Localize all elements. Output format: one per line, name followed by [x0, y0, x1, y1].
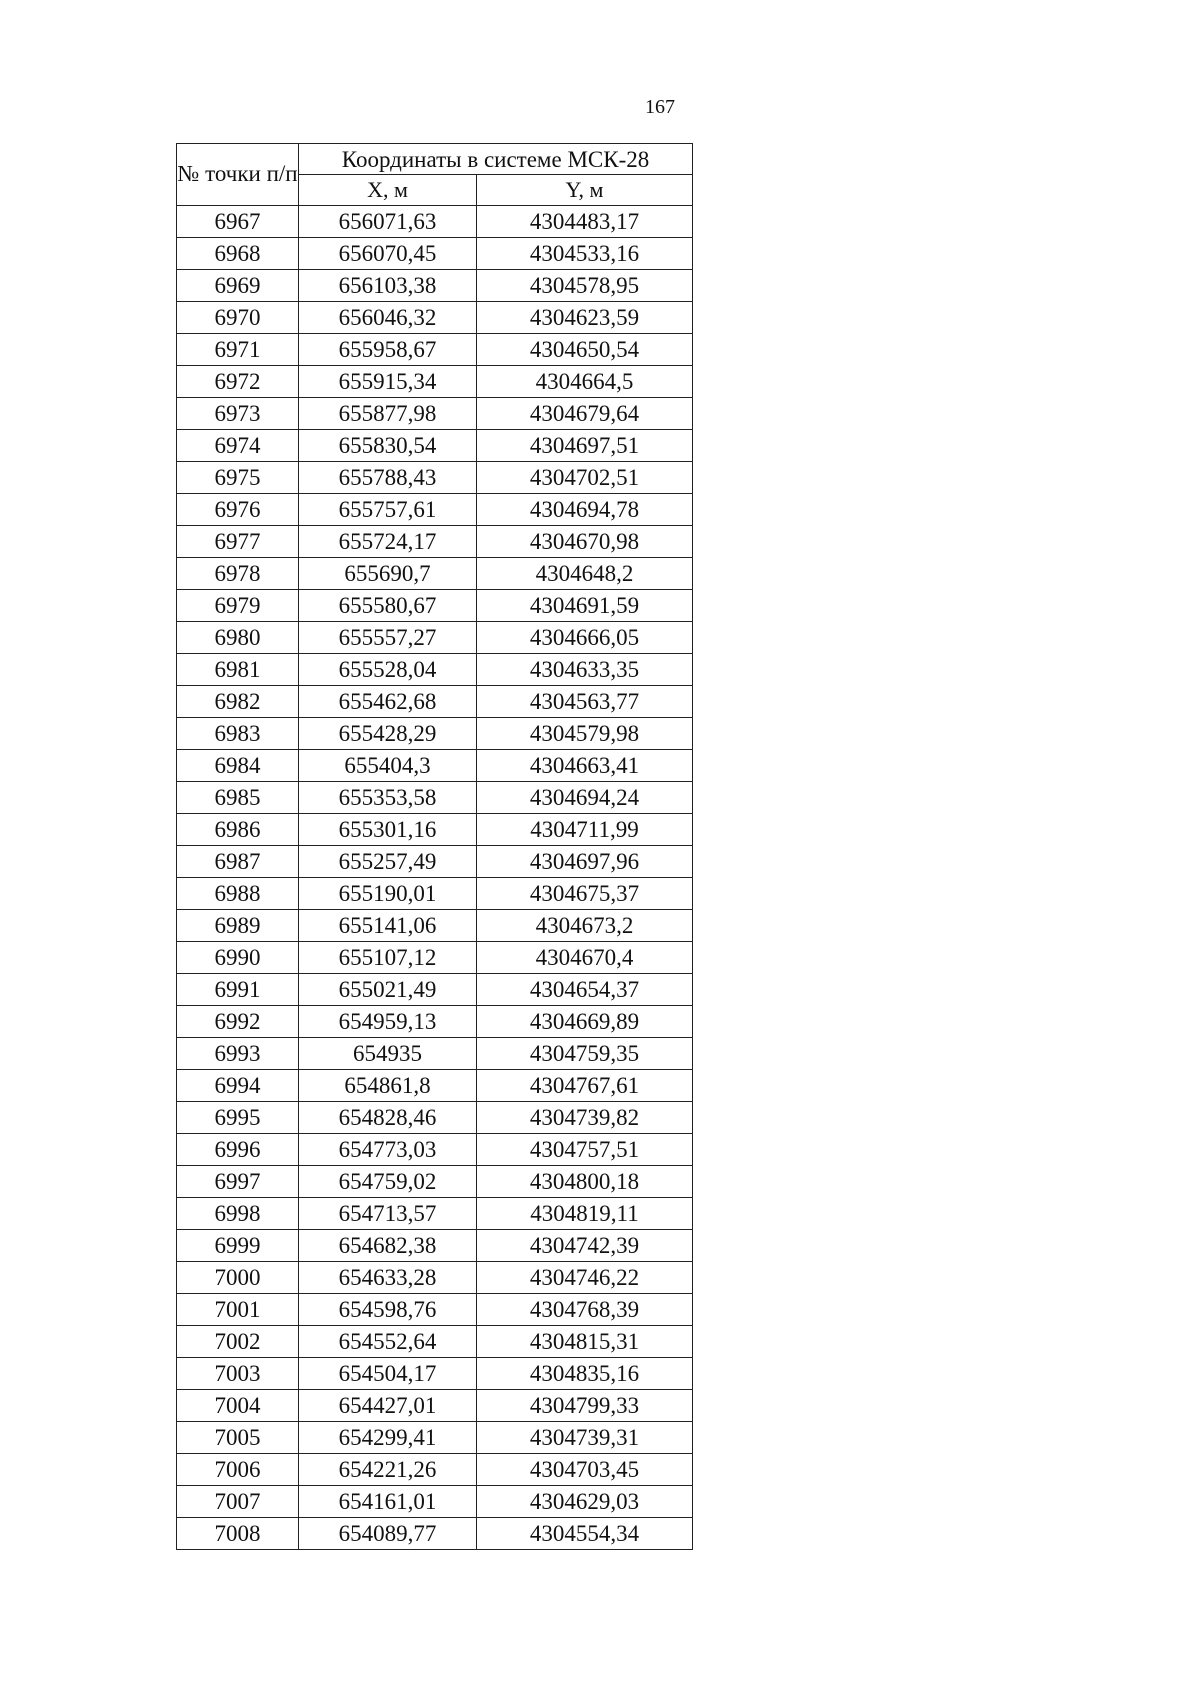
- cell-point-number: 6972: [177, 366, 299, 398]
- cell-point-number: 6987: [177, 846, 299, 878]
- table-row: [177, 750, 693, 782]
- cell-x: 655915,34: [299, 366, 477, 398]
- cell-x: 655958,67: [299, 334, 477, 366]
- header-y: Y, м: [477, 175, 693, 206]
- cell-point-number: 6976: [177, 494, 299, 526]
- cell-y: 4304673,2: [477, 910, 693, 942]
- cell-x: 655141,06: [299, 910, 477, 942]
- cell-y: 4304554,34: [477, 1518, 693, 1550]
- cell-x: 655021,49: [299, 974, 477, 1006]
- cell-point-number: 6968: [177, 238, 299, 270]
- table-row: [177, 1230, 693, 1262]
- cell-y: 4304697,51: [477, 430, 693, 462]
- table-header: [177, 144, 693, 206]
- cell-x: 654427,01: [299, 1390, 477, 1422]
- cell-point-number: 6986: [177, 814, 299, 846]
- table-row: [177, 270, 693, 302]
- cell-x: 655404,3: [299, 750, 477, 782]
- cell-y: 4304702,51: [477, 462, 693, 494]
- table-row: [177, 1038, 693, 1070]
- cell-point-number: 6978: [177, 558, 299, 590]
- cell-y: 4304578,95: [477, 270, 693, 302]
- cell-point-number: 6985: [177, 782, 299, 814]
- table-row: [177, 334, 693, 366]
- table-row: [177, 1166, 693, 1198]
- cell-point-number: 6994: [177, 1070, 299, 1102]
- table-row: [177, 366, 693, 398]
- cell-point-number: 7008: [177, 1518, 299, 1550]
- cell-x: 655190,01: [299, 878, 477, 910]
- header-coordinates-group: Координаты в системе МСК-28: [299, 144, 693, 175]
- page-number: 167: [645, 96, 675, 118]
- table-row: [177, 814, 693, 846]
- table-row: [177, 1422, 693, 1454]
- table-row: [177, 1518, 693, 1550]
- cell-x: 655107,12: [299, 942, 477, 974]
- cell-point-number: 6999: [177, 1230, 299, 1262]
- cell-y: 4304679,64: [477, 398, 693, 430]
- cell-x: 654861,8: [299, 1070, 477, 1102]
- table-row: [177, 1198, 693, 1230]
- cell-y: 4304483,17: [477, 206, 693, 238]
- table-row: [177, 1102, 693, 1134]
- cell-y: 4304629,03: [477, 1486, 693, 1518]
- cell-x: 655757,61: [299, 494, 477, 526]
- cell-x: 655301,16: [299, 814, 477, 846]
- cell-point-number: 6995: [177, 1102, 299, 1134]
- header-x: X, м: [299, 175, 477, 206]
- cell-x: 655462,68: [299, 686, 477, 718]
- cell-y: 4304711,99: [477, 814, 693, 846]
- cell-x: 654828,46: [299, 1102, 477, 1134]
- cell-y: 4304768,39: [477, 1294, 693, 1326]
- cell-y: 4304759,35: [477, 1038, 693, 1070]
- table-row: [177, 558, 693, 590]
- cell-y: 4304703,45: [477, 1454, 693, 1486]
- cell-y: 4304670,4: [477, 942, 693, 974]
- cell-point-number: 6973: [177, 398, 299, 430]
- cell-x: 654504,17: [299, 1358, 477, 1390]
- table-row: [177, 398, 693, 430]
- cell-x: 656103,38: [299, 270, 477, 302]
- cell-point-number: 6981: [177, 654, 299, 686]
- cell-y: 4304799,33: [477, 1390, 693, 1422]
- table-row: [177, 238, 693, 270]
- table-row: [177, 878, 693, 910]
- cell-y: 4304669,89: [477, 1006, 693, 1038]
- cell-x: 654759,02: [299, 1166, 477, 1198]
- cell-point-number: 6977: [177, 526, 299, 558]
- cell-y: 4304757,51: [477, 1134, 693, 1166]
- cell-y: 4304654,37: [477, 974, 693, 1006]
- cell-point-number: 6989: [177, 910, 299, 942]
- cell-y: 4304648,2: [477, 558, 693, 590]
- cell-point-number: 7003: [177, 1358, 299, 1390]
- table-row: [177, 1006, 693, 1038]
- cell-x: 654552,64: [299, 1326, 477, 1358]
- cell-point-number: 6997: [177, 1166, 299, 1198]
- cell-x: 654773,03: [299, 1134, 477, 1166]
- cell-y: 4304675,37: [477, 878, 693, 910]
- cell-x: 655428,29: [299, 718, 477, 750]
- cell-x: 654598,76: [299, 1294, 477, 1326]
- cell-y: 4304691,59: [477, 590, 693, 622]
- cell-y: 4304800,18: [477, 1166, 693, 1198]
- cell-point-number: 6969: [177, 270, 299, 302]
- table-row: [177, 1326, 693, 1358]
- cell-point-number: 6980: [177, 622, 299, 654]
- cell-y: 4304694,78: [477, 494, 693, 526]
- cell-y: 4304623,59: [477, 302, 693, 334]
- cell-x: 655788,43: [299, 462, 477, 494]
- table-row: [177, 782, 693, 814]
- cell-point-number: 6988: [177, 878, 299, 910]
- table-row: [177, 1070, 693, 1102]
- cell-x: 654713,57: [299, 1198, 477, 1230]
- cell-point-number: 6982: [177, 686, 299, 718]
- coordinates-table: [176, 143, 693, 1550]
- table-row: [177, 1358, 693, 1390]
- cell-point-number: 6992: [177, 1006, 299, 1038]
- cell-point-number: 7001: [177, 1294, 299, 1326]
- cell-y: 4304563,77: [477, 686, 693, 718]
- table-row: [177, 910, 693, 942]
- cell-point-number: 7004: [177, 1390, 299, 1422]
- cell-x: 656070,45: [299, 238, 477, 270]
- cell-y: 4304739,82: [477, 1102, 693, 1134]
- cell-point-number: 6967: [177, 206, 299, 238]
- cell-x: 655830,54: [299, 430, 477, 462]
- cell-x: 654682,38: [299, 1230, 477, 1262]
- cell-x: 654935: [299, 1038, 477, 1070]
- cell-x: 655877,98: [299, 398, 477, 430]
- cell-y: 4304739,31: [477, 1422, 693, 1454]
- cell-x: 655353,58: [299, 782, 477, 814]
- cell-x: 655257,49: [299, 846, 477, 878]
- table-row: [177, 302, 693, 334]
- cell-y: 4304533,16: [477, 238, 693, 270]
- cell-point-number: 6979: [177, 590, 299, 622]
- cell-point-number: 7006: [177, 1454, 299, 1486]
- cell-y: 4304650,54: [477, 334, 693, 366]
- cell-x: 654161,01: [299, 1486, 477, 1518]
- table-row: [177, 1486, 693, 1518]
- table-row: [177, 686, 693, 718]
- cell-point-number: 6996: [177, 1134, 299, 1166]
- cell-x: 654959,13: [299, 1006, 477, 1038]
- table-row: [177, 1454, 693, 1486]
- table-row: [177, 206, 693, 238]
- table-row: [177, 942, 693, 974]
- cell-point-number: 6975: [177, 462, 299, 494]
- table-row: [177, 622, 693, 654]
- cell-point-number: 7002: [177, 1326, 299, 1358]
- cell-point-number: 6974: [177, 430, 299, 462]
- cell-y: 4304666,05: [477, 622, 693, 654]
- cell-x: 655690,7: [299, 558, 477, 590]
- cell-point-number: 6990: [177, 942, 299, 974]
- cell-x: 655580,67: [299, 590, 477, 622]
- cell-x: 656046,32: [299, 302, 477, 334]
- cell-point-number: 6984: [177, 750, 299, 782]
- cell-y: 4304697,96: [477, 846, 693, 878]
- cell-y: 4304742,39: [477, 1230, 693, 1262]
- cell-y: 4304746,22: [477, 1262, 693, 1294]
- table-row: [177, 1262, 693, 1294]
- header-point-number: № точки п/п: [177, 144, 299, 206]
- table-row: [177, 974, 693, 1006]
- table-body: [177, 206, 693, 1550]
- cell-y: 4304767,61: [477, 1070, 693, 1102]
- table-row: [177, 494, 693, 526]
- table-row: [177, 462, 693, 494]
- cell-y: 4304664,5: [477, 366, 693, 398]
- cell-y: 4304670,98: [477, 526, 693, 558]
- cell-x: 655528,04: [299, 654, 477, 686]
- table-row: [177, 718, 693, 750]
- cell-point-number: 7005: [177, 1422, 299, 1454]
- table-row: [177, 1134, 693, 1166]
- cell-y: 4304663,41: [477, 750, 693, 782]
- table-row: [177, 590, 693, 622]
- cell-y: 4304694,24: [477, 782, 693, 814]
- cell-x: 654299,41: [299, 1422, 477, 1454]
- cell-point-number: 6970: [177, 302, 299, 334]
- cell-point-number: 7000: [177, 1262, 299, 1294]
- cell-x: 655557,27: [299, 622, 477, 654]
- table-row: [177, 654, 693, 686]
- cell-x: 654089,77: [299, 1518, 477, 1550]
- cell-y: 4304835,16: [477, 1358, 693, 1390]
- table-row: [177, 1390, 693, 1422]
- cell-point-number: 7007: [177, 1486, 299, 1518]
- cell-x: 655724,17: [299, 526, 477, 558]
- cell-point-number: 6998: [177, 1198, 299, 1230]
- cell-point-number: 6971: [177, 334, 299, 366]
- cell-y: 4304819,11: [477, 1198, 693, 1230]
- table-row: [177, 1294, 693, 1326]
- cell-y: 4304815,31: [477, 1326, 693, 1358]
- cell-y: 4304633,35: [477, 654, 693, 686]
- cell-y: 4304579,98: [477, 718, 693, 750]
- table-row: [177, 430, 693, 462]
- table-row: [177, 846, 693, 878]
- cell-point-number: 6983: [177, 718, 299, 750]
- cell-x: 654633,28: [299, 1262, 477, 1294]
- cell-x: 656071,63: [299, 206, 477, 238]
- table-row: [177, 526, 693, 558]
- cell-point-number: 6993: [177, 1038, 299, 1070]
- cell-x: 654221,26: [299, 1454, 477, 1486]
- cell-point-number: 6991: [177, 974, 299, 1006]
